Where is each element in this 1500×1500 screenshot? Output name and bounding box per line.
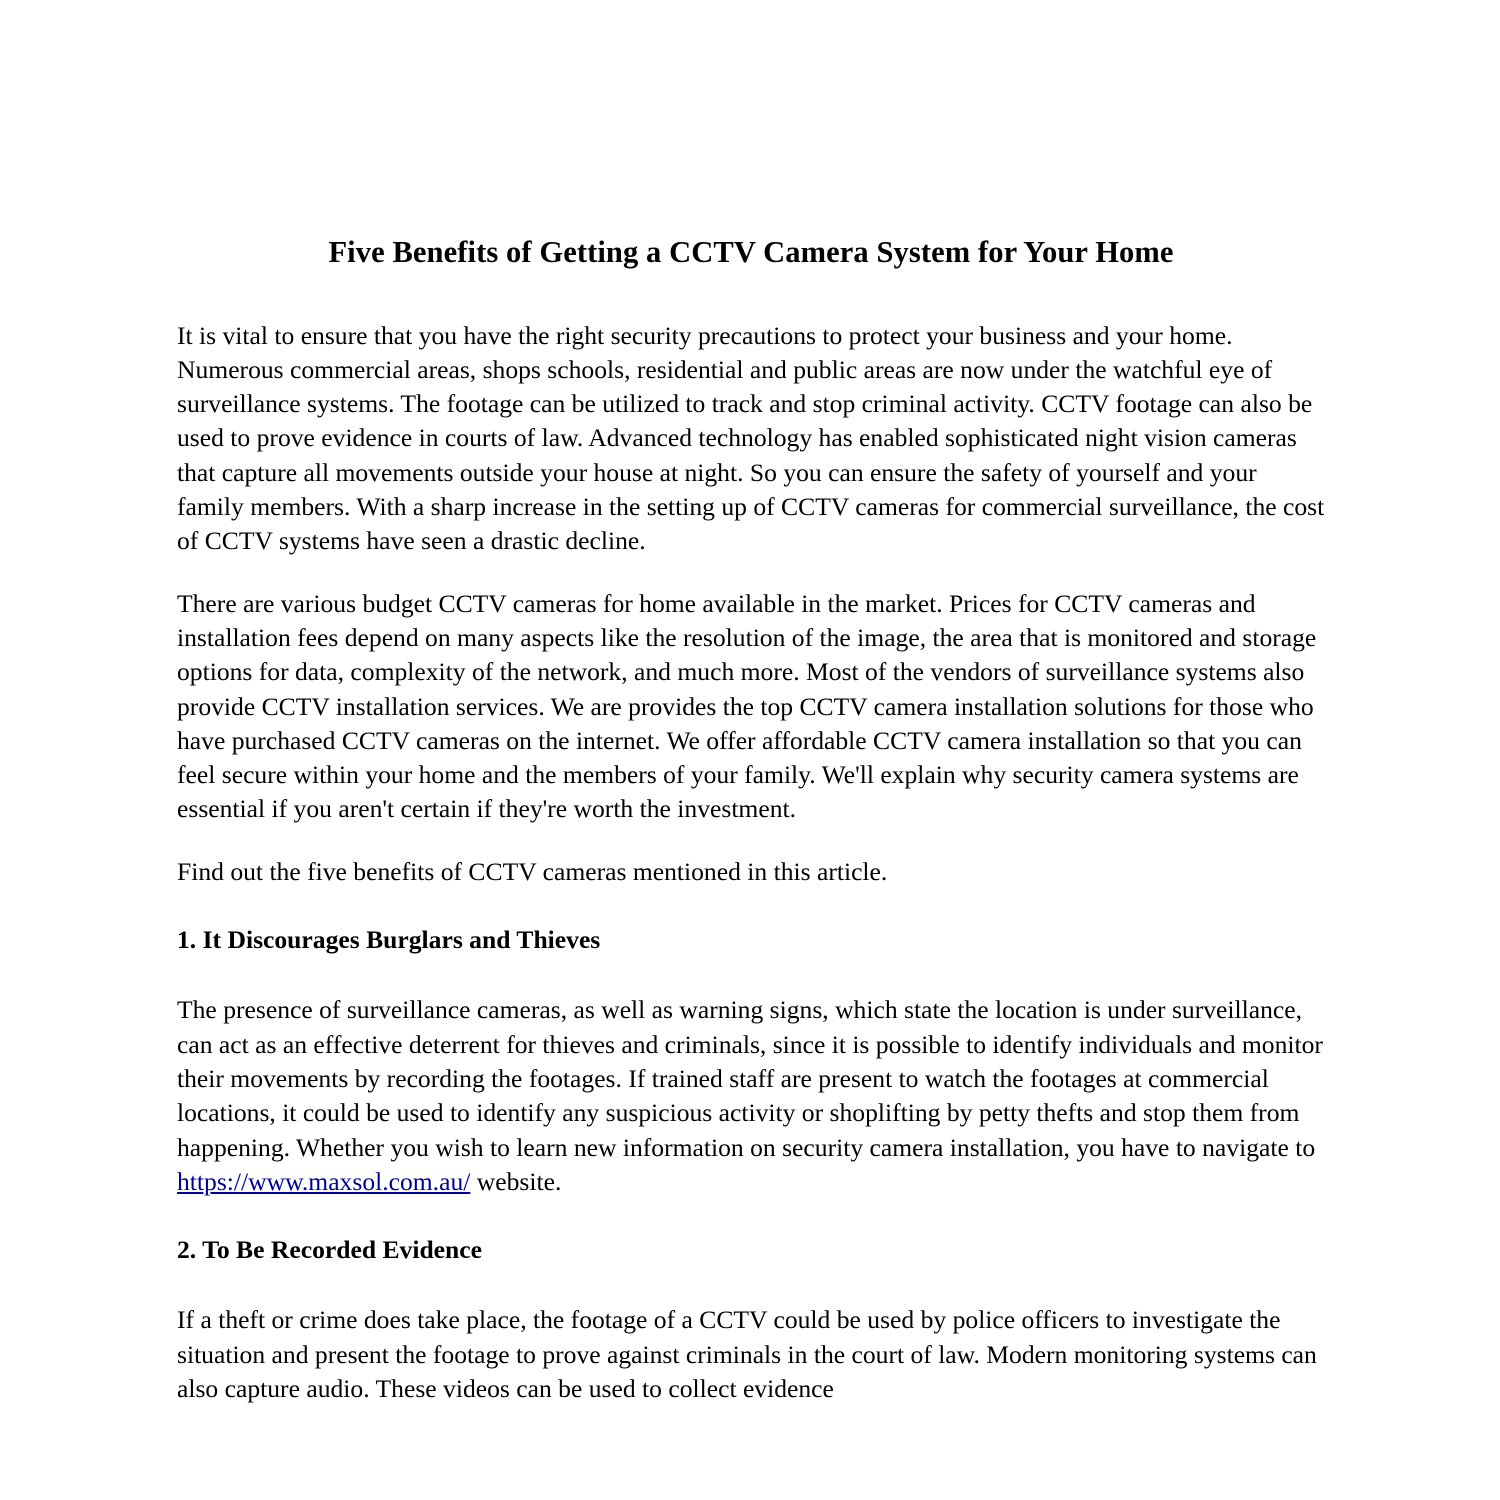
- intro-paragraph-2: There are various budget CCTV cameras for home available in the market. Prices for CCTV cameras and installation fees depend on many aspects like the resolution of the image, the area that is monitored and storage options for data, complexity of the network, and much more. Most of the vendors of surveillance systems also provide CCTV installation services. We are provides the top CCTV camera installation solutions for those who have purchased CCTV cameras on the internet. We offer affordable CCTV camera installation so that you can feel secure within your home and the members of your family. We'll explain why security camera systems are essential if you aren't certain if they're worth the investment.: [177, 588, 1317, 824]
- section-paragraph-2: If a theft or crime does take place, the footage of a CCTV could be used by police officers to investigate the situation and present the footage to prove against criminals in the court of law. Modern monitoring systems can also capture audio. These videos can be used to collect evidence: [177, 1305, 1317, 1404]
- document-body: [177, 0, 1325, 1406]
- section-1-text-before-link: The presence of surveillance cameras, as well as warning signs, which state the location is under surveillance, can act as an effective deterrent for thieves and criminals, since it is possible to identify individuals and monitor their movements by recording the footages. If trained staff are present to watch the footages at commercial locations, it could be used to identify any suspicious activity or shoplifting by petty thefts and stop them from happening. Whether you wish to learn new information on security camera installation, you have to navigate to: [177, 995, 1323, 1162]
- page-title: Five Benefits of Getting a CCTV Camera System for Your Home: [328, 235, 1174, 269]
- section-paragraph-1: [177, 957, 1325, 1199]
- section-heading-1: 1. It Discourages Burglars and Thieves: [177, 925, 601, 955]
- section-1-text-after-link: website.: [470, 1166, 562, 1196]
- intro-paragraph-1: It is vital to ensure that you have the right security precautions to protect your business and your home. Numerous commercial areas, shops schools, residential and public areas are now under the watchful eye of surveillance systems. The footage can be utilized to track and stop criminal activity. CCTV footage can also be used to prove evidence in courts of law. Advanced technology has enabled sophisticated night vision cameras that capture all movements outside your house at night. So you can ensure the safety of yourself and your family members. With a sharp increase in the setting up of CCTV cameras for commercial surveillance, the cost of CCTV systems have seen a drastic decline.: [177, 320, 1325, 556]
- section-heading-2: 2. To Be Recorded Evidence: [177, 1235, 482, 1265]
- maxsol-website-link[interactable]: https://www.maxsol.com.au/: [177, 1166, 471, 1196]
- intro-paragraph-3: Find out the five benefits of CCTV cameras mentioned in this article.: [177, 856, 888, 886]
